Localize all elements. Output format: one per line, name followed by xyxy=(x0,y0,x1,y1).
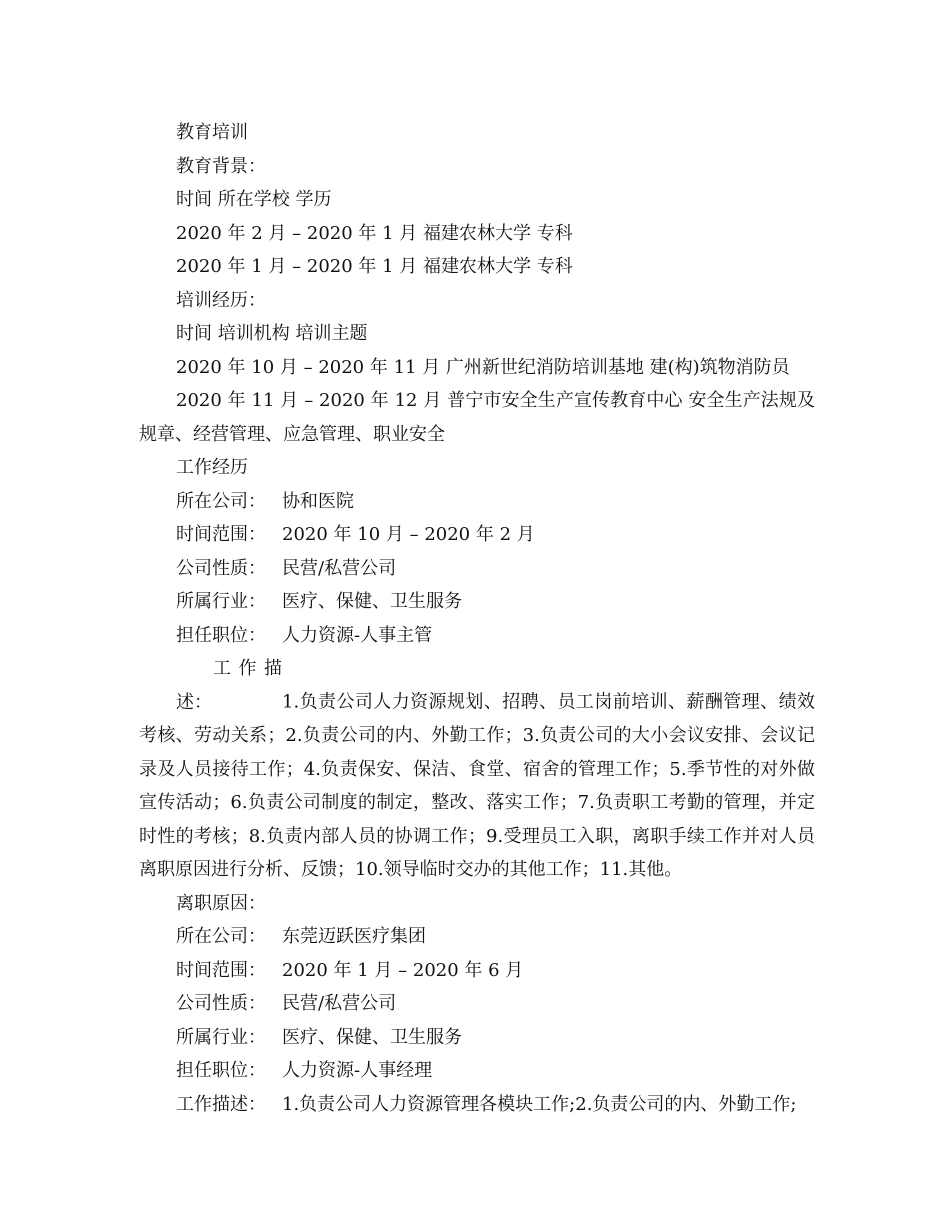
job1-nature xyxy=(139,552,815,586)
education-background-label: 教育背景： xyxy=(176,155,266,177)
job1-position xyxy=(139,619,815,653)
field-label: 所属行业： xyxy=(176,1026,266,1048)
job1-description xyxy=(139,652,815,887)
field-value: 2020 年 1 月 – 2020 年 6 月 xyxy=(282,959,524,981)
field-value: 人力资源-人事主管 xyxy=(282,624,433,646)
job1-period xyxy=(139,518,815,552)
job1-leave-reason: 离职原因： xyxy=(176,892,266,914)
education-row: 2020 年 2 月 – 2020 年 1 月 福建农林大学 专科 xyxy=(176,222,573,244)
field-label: 所在公司： xyxy=(176,926,266,947)
field-label: 时间范围： xyxy=(176,959,266,981)
field-value: 民营/私营公司 xyxy=(282,993,397,1014)
job2-description xyxy=(139,1088,815,1122)
job2-period xyxy=(139,954,815,988)
field-label: 所在公司： xyxy=(176,490,266,512)
education-table-header: 时间 所在学校 学历 xyxy=(176,189,332,210)
field-label: 公司性质： xyxy=(176,557,266,579)
field-value: 2020 年 10 月 – 2020 年 2 月 xyxy=(282,524,535,545)
job1-industry xyxy=(139,585,815,619)
field-label: 工作描述： xyxy=(176,1093,266,1115)
field-value: 协和医院 xyxy=(282,490,354,512)
field-label: 工作描述： xyxy=(176,658,282,713)
job1-company xyxy=(139,485,815,519)
job2-position xyxy=(139,1054,815,1088)
field-value: 1.负责公司人力资源规划、招聘、员工岗前培训、薪酬管理、绩效考核、劳动关系；2.负责公司的内、外勤工作；3.负责公司的大小会议安排、会议记录及人员接待工作；4.负责保安、保洁、食堂、宿舍的管理工作；5.季节性的对外做宣传活动；6.负责公司制度的制定，整改、落实工作；7.负责职工考勤的管理，并定时性的考核；8.负责内部人员的协调工作；9.受理员工入职，离职手续工作并对人员离职原因进行分析、反馈；10.领导临时交办的其他工作；11.其他。 xyxy=(139,691,815,880)
education-section-title: 教育培训 xyxy=(176,122,248,143)
work-section-title: 工作经历 xyxy=(176,457,248,478)
training-row: 2020 年 10 月 – 2020 年 11 月 广州新世纪消防培训基地 建(构)筑物消防员 xyxy=(176,356,790,378)
training-row: 2020 年 11 月 – 2020 年 12 月 普宁市安全生产宣传教育中心 安全生产法规及规章、经营管理、应急管理、职业安全 xyxy=(139,390,815,445)
field-value: 东莞迈跃医疗集团 xyxy=(282,926,426,947)
job2-company xyxy=(139,920,815,954)
resume-content xyxy=(139,116,815,1121)
field-value: 1.负责公司人力资源管理各模块工作;2.负责公司的内、外勤工作; xyxy=(282,1093,797,1115)
field-value: 民营/私营公司 xyxy=(282,557,397,579)
field-label: 时间范围： xyxy=(176,524,266,545)
field-label: 所属行业： xyxy=(176,591,266,612)
field-value: 医疗、保健、卫生服务 xyxy=(282,1026,462,1048)
field-label: 公司性质： xyxy=(176,993,266,1014)
training-table-header: 时间 培训机构 培训主题 xyxy=(176,323,368,344)
field-value: 人力资源-人事经理 xyxy=(282,1060,433,1081)
field-label: 担任职位： xyxy=(176,1060,266,1081)
training-label: 培训经历： xyxy=(176,289,266,311)
field-label: 担任职位： xyxy=(176,624,266,646)
job2-industry xyxy=(139,1021,815,1055)
education-row: 2020 年 1 月 – 2020 年 1 月 福建农林大学 专科 xyxy=(176,256,573,277)
field-value: 医疗、保健、卫生服务 xyxy=(282,591,462,612)
job2-nature xyxy=(139,987,815,1021)
